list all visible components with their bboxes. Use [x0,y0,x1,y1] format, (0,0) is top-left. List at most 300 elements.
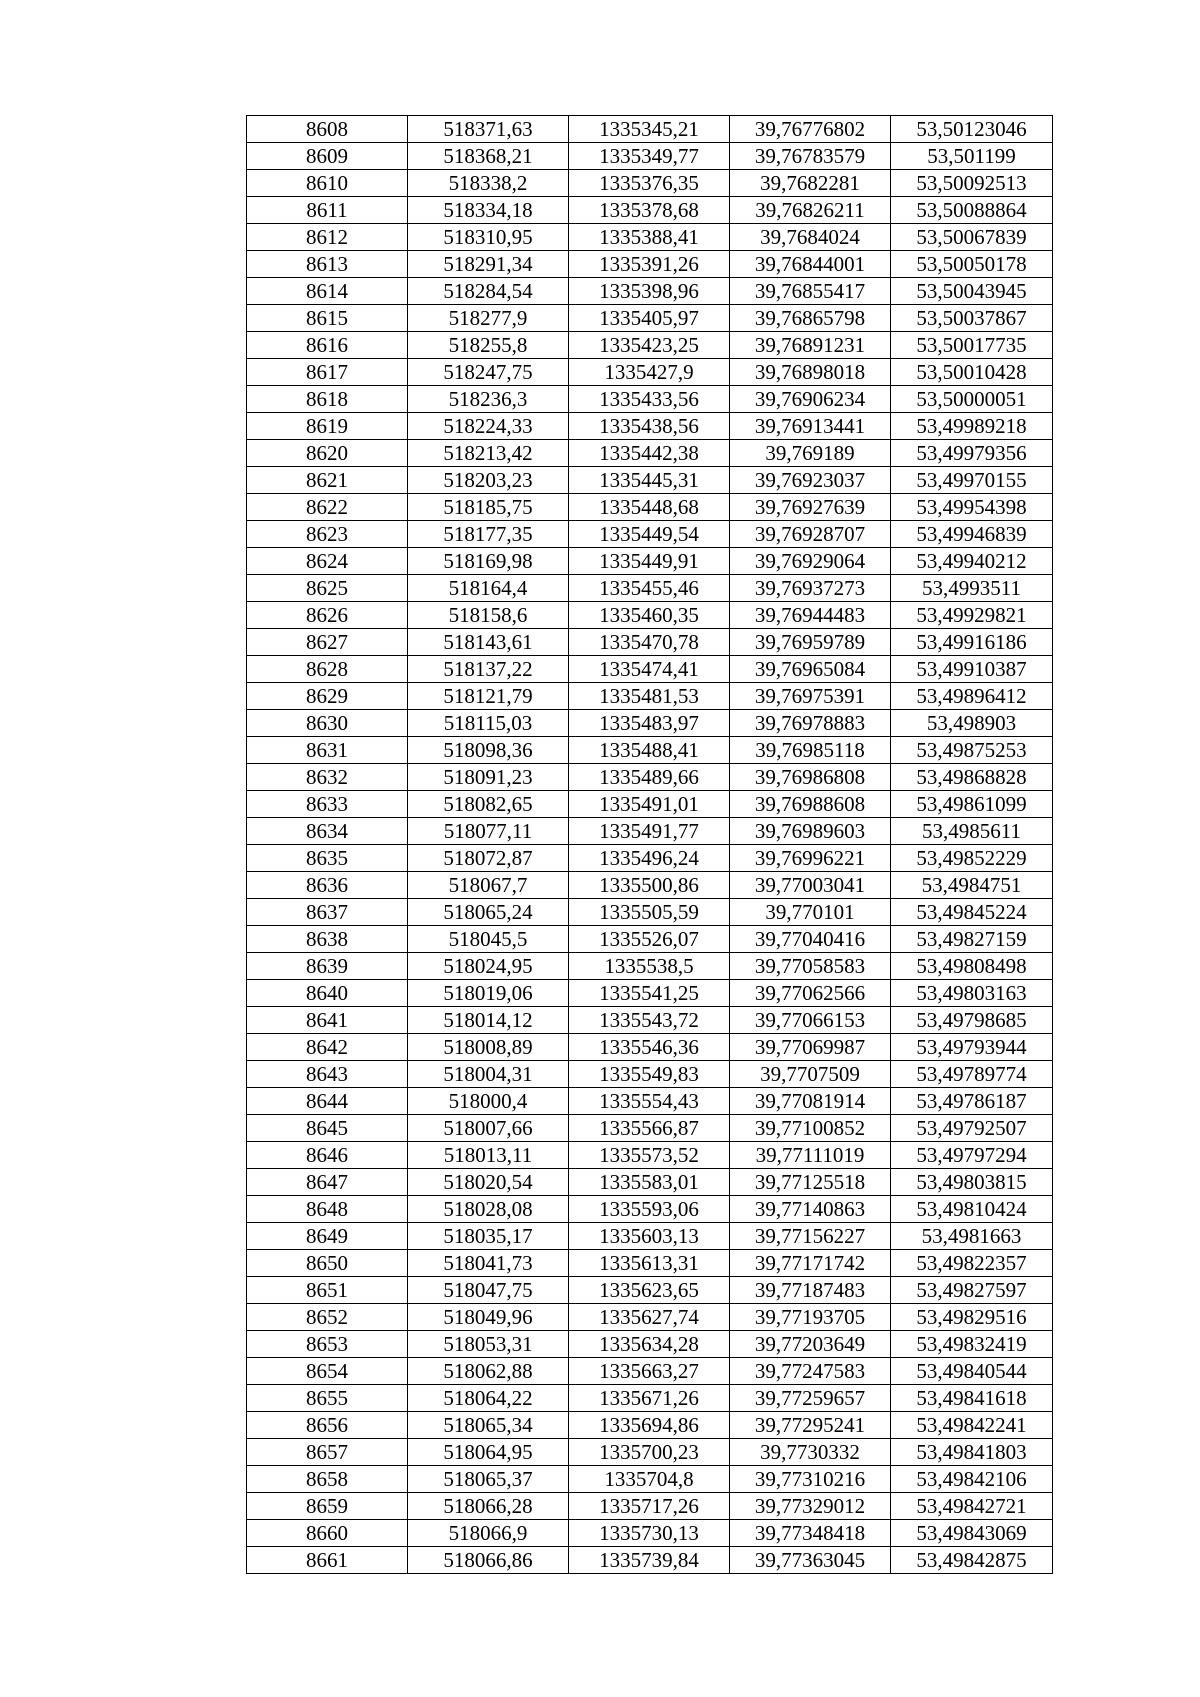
y-coordinate-cell: 1335717,26 [569,1493,730,1520]
x-coordinate-cell: 518310,95 [408,224,569,251]
point-number-cell: 8644 [247,1088,408,1115]
longitude-cell: 39,76959789 [730,629,891,656]
latitude-cell: 53,49916186 [891,629,1053,656]
longitude-cell: 39,77003041 [730,872,891,899]
table-row [247,1358,1053,1385]
y-coordinate-cell: 1335433,56 [569,386,730,413]
y-coordinate-cell: 1335449,91 [569,548,730,575]
table-row [247,980,1053,1007]
point-number-cell: 8628 [247,656,408,683]
point-number-cell: 8658 [247,1466,408,1493]
longitude-cell: 39,76996221 [730,845,891,872]
point-number-cell: 8660 [247,1520,408,1547]
latitude-cell: 53,49910387 [891,656,1053,683]
point-number-cell: 8645 [247,1115,408,1142]
point-number-cell: 8621 [247,467,408,494]
x-coordinate-cell: 518338,2 [408,170,569,197]
x-coordinate-cell: 518277,9 [408,305,569,332]
x-coordinate-cell: 518064,22 [408,1385,569,1412]
y-coordinate-cell: 1335739,84 [569,1547,730,1574]
table-row [247,1547,1053,1574]
point-number-cell: 8639 [247,953,408,980]
y-coordinate-cell: 1335455,46 [569,575,730,602]
x-coordinate-cell: 518062,88 [408,1358,569,1385]
table-row [247,224,1053,251]
x-coordinate-cell: 518064,95 [408,1439,569,1466]
table-row [247,1142,1053,1169]
point-number-cell: 8642 [247,1034,408,1061]
longitude-cell: 39,77100852 [730,1115,891,1142]
longitude-cell: 39,76891231 [730,332,891,359]
y-coordinate-cell: 1335549,83 [569,1061,730,1088]
y-coordinate-cell: 1335613,31 [569,1250,730,1277]
table-row [247,845,1053,872]
point-number-cell: 8618 [247,386,408,413]
x-coordinate-cell: 518158,6 [408,602,569,629]
y-coordinate-cell: 1335623,65 [569,1277,730,1304]
longitude-cell: 39,76986808 [730,764,891,791]
point-number-cell: 8623 [247,521,408,548]
y-coordinate-cell: 1335445,31 [569,467,730,494]
latitude-cell: 53,49786187 [891,1088,1053,1115]
latitude-cell: 53,49793944 [891,1034,1053,1061]
y-coordinate-cell: 1335388,41 [569,224,730,251]
table-row [247,332,1053,359]
point-number-cell: 8609 [247,143,408,170]
x-coordinate-cell: 518049,96 [408,1304,569,1331]
x-coordinate-cell: 518007,66 [408,1115,569,1142]
table-row [247,656,1053,683]
point-number-cell: 8651 [247,1277,408,1304]
table-row [247,575,1053,602]
x-coordinate-cell: 518115,03 [408,710,569,737]
longitude-cell: 39,76923037 [730,467,891,494]
latitude-cell: 53,50037867 [891,305,1053,332]
point-number-cell: 8638 [247,926,408,953]
x-coordinate-cell: 518185,75 [408,494,569,521]
table-row [247,548,1053,575]
y-coordinate-cell: 1335491,77 [569,818,730,845]
x-coordinate-cell: 518291,34 [408,251,569,278]
longitude-cell: 39,7684024 [730,224,891,251]
latitude-cell: 53,49852229 [891,845,1053,872]
table-row [247,1439,1053,1466]
x-coordinate-cell: 518045,5 [408,926,569,953]
longitude-cell: 39,76776802 [730,116,891,143]
table-row [247,710,1053,737]
latitude-cell: 53,49842875 [891,1547,1053,1574]
x-coordinate-cell: 518024,95 [408,953,569,980]
table-row [247,170,1053,197]
x-coordinate-cell: 518066,9 [408,1520,569,1547]
latitude-cell: 53,49970155 [891,467,1053,494]
table-row [247,116,1053,143]
latitude-cell: 53,49843069 [891,1520,1053,1547]
longitude-cell: 39,76826211 [730,197,891,224]
longitude-cell: 39,76898018 [730,359,891,386]
y-coordinate-cell: 1335541,25 [569,980,730,1007]
point-number-cell: 8619 [247,413,408,440]
point-number-cell: 8610 [247,170,408,197]
table-row [247,494,1053,521]
table-row [247,683,1053,710]
point-number-cell: 8625 [247,575,408,602]
latitude-cell: 53,49842241 [891,1412,1053,1439]
table-row [247,1277,1053,1304]
longitude-cell: 39,76928707 [730,521,891,548]
x-coordinate-cell: 518371,63 [408,116,569,143]
x-coordinate-cell: 518169,98 [408,548,569,575]
latitude-cell: 53,49896412 [891,683,1053,710]
point-number-cell: 8654 [247,1358,408,1385]
y-coordinate-cell: 1335481,53 [569,683,730,710]
coordinates-table [246,115,1053,1574]
table-row [247,197,1053,224]
longitude-cell: 39,769189 [730,440,891,467]
point-number-cell: 8612 [247,224,408,251]
longitude-cell: 39,77310216 [730,1466,891,1493]
point-number-cell: 8622 [247,494,408,521]
latitude-cell: 53,49841618 [891,1385,1053,1412]
point-number-cell: 8613 [247,251,408,278]
y-coordinate-cell: 1335438,56 [569,413,730,440]
longitude-cell: 39,77156227 [730,1223,891,1250]
table-row [247,818,1053,845]
longitude-cell: 39,77247583 [730,1358,891,1385]
longitude-cell: 39,76844001 [730,251,891,278]
y-coordinate-cell: 1335496,24 [569,845,730,872]
y-coordinate-cell: 1335573,52 [569,1142,730,1169]
longitude-cell: 39,77259657 [730,1385,891,1412]
point-number-cell: 8626 [247,602,408,629]
table-row [247,440,1053,467]
y-coordinate-cell: 1335634,28 [569,1331,730,1358]
latitude-cell: 53,50067839 [891,224,1053,251]
y-coordinate-cell: 1335663,27 [569,1358,730,1385]
longitude-cell: 39,77062566 [730,980,891,1007]
x-coordinate-cell: 518065,24 [408,899,569,926]
y-coordinate-cell: 1335489,66 [569,764,730,791]
longitude-cell: 39,76965084 [730,656,891,683]
longitude-cell: 39,76929064 [730,548,891,575]
table-row [247,926,1053,953]
table-row [247,764,1053,791]
x-coordinate-cell: 518082,65 [408,791,569,818]
latitude-cell: 53,50017735 [891,332,1053,359]
point-number-cell: 8653 [247,1331,408,1358]
table-row [247,1196,1053,1223]
table-row [247,305,1053,332]
table-row [247,737,1053,764]
latitude-cell: 53,49803815 [891,1169,1053,1196]
x-coordinate-cell: 518028,08 [408,1196,569,1223]
x-coordinate-cell: 518143,61 [408,629,569,656]
longitude-cell: 39,77193705 [730,1304,891,1331]
y-coordinate-cell: 1335627,74 [569,1304,730,1331]
y-coordinate-cell: 1335405,97 [569,305,730,332]
x-coordinate-cell: 518284,54 [408,278,569,305]
x-coordinate-cell: 518224,33 [408,413,569,440]
x-coordinate-cell: 518121,79 [408,683,569,710]
y-coordinate-cell: 1335345,21 [569,116,730,143]
y-coordinate-cell: 1335448,68 [569,494,730,521]
y-coordinate-cell: 1335700,23 [569,1439,730,1466]
y-coordinate-cell: 1335704,8 [569,1466,730,1493]
point-number-cell: 8637 [247,899,408,926]
table-row [247,1250,1053,1277]
point-number-cell: 8629 [247,683,408,710]
longitude-cell: 39,76975391 [730,683,891,710]
y-coordinate-cell: 1335449,54 [569,521,730,548]
x-coordinate-cell: 518098,36 [408,737,569,764]
longitude-cell: 39,77058583 [730,953,891,980]
longitude-cell: 39,76937273 [730,575,891,602]
y-coordinate-cell: 1335427,9 [569,359,730,386]
latitude-cell: 53,4981663 [891,1223,1053,1250]
x-coordinate-cell: 518177,35 [408,521,569,548]
x-coordinate-cell: 518091,23 [408,764,569,791]
longitude-cell: 39,7730332 [730,1439,891,1466]
longitude-cell: 39,77040416 [730,926,891,953]
longitude-cell: 39,7707509 [730,1061,891,1088]
longitude-cell: 39,76783579 [730,143,891,170]
table-row [247,1169,1053,1196]
point-number-cell: 8655 [247,1385,408,1412]
x-coordinate-cell: 518368,21 [408,143,569,170]
table-row [247,1520,1053,1547]
latitude-cell: 53,49946839 [891,521,1053,548]
latitude-cell: 53,49832419 [891,1331,1053,1358]
y-coordinate-cell: 1335500,86 [569,872,730,899]
point-number-cell: 8635 [247,845,408,872]
y-coordinate-cell: 1335423,25 [569,332,730,359]
table-row [247,143,1053,170]
x-coordinate-cell: 518236,3 [408,386,569,413]
y-coordinate-cell: 1335546,36 [569,1034,730,1061]
x-coordinate-cell: 518066,28 [408,1493,569,1520]
point-number-cell: 8631 [247,737,408,764]
point-number-cell: 8640 [247,980,408,1007]
latitude-cell: 53,49940212 [891,548,1053,575]
table-row [247,467,1053,494]
y-coordinate-cell: 1335398,96 [569,278,730,305]
longitude-cell: 39,77111019 [730,1142,891,1169]
latitude-cell: 53,49841803 [891,1439,1053,1466]
point-number-cell: 8633 [247,791,408,818]
latitude-cell: 53,50123046 [891,116,1053,143]
x-coordinate-cell: 518004,31 [408,1061,569,1088]
point-number-cell: 8649 [247,1223,408,1250]
x-coordinate-cell: 518013,11 [408,1142,569,1169]
latitude-cell: 53,49929821 [891,602,1053,629]
latitude-cell: 53,49808498 [891,953,1053,980]
longitude-cell: 39,76927639 [730,494,891,521]
coordinates-table-body [247,116,1053,1574]
latitude-cell: 53,49822357 [891,1250,1053,1277]
y-coordinate-cell: 1335378,68 [569,197,730,224]
point-number-cell: 8627 [247,629,408,656]
y-coordinate-cell: 1335491,01 [569,791,730,818]
longitude-cell: 39,77187483 [730,1277,891,1304]
table-row [247,1412,1053,1439]
latitude-cell: 53,49810424 [891,1196,1053,1223]
x-coordinate-cell: 518334,18 [408,197,569,224]
table-row [247,1088,1053,1115]
table-row [247,791,1053,818]
point-number-cell: 8636 [247,872,408,899]
table-row [247,251,1053,278]
longitude-cell: 39,77329012 [730,1493,891,1520]
longitude-cell: 39,76906234 [730,386,891,413]
y-coordinate-cell: 1335470,78 [569,629,730,656]
latitude-cell: 53,50043945 [891,278,1053,305]
y-coordinate-cell: 1335460,35 [569,602,730,629]
latitude-cell: 53,49989218 [891,413,1053,440]
y-coordinate-cell: 1335566,87 [569,1115,730,1142]
latitude-cell: 53,4985611 [891,818,1053,845]
latitude-cell: 53,49861099 [891,791,1053,818]
table-row [247,278,1053,305]
latitude-cell: 53,49954398 [891,494,1053,521]
longitude-cell: 39,77069987 [730,1034,891,1061]
table-row [247,413,1053,440]
y-coordinate-cell: 1335391,26 [569,251,730,278]
x-coordinate-cell: 518066,86 [408,1547,569,1574]
latitude-cell: 53,49789774 [891,1061,1053,1088]
latitude-cell: 53,49875253 [891,737,1053,764]
latitude-cell: 53,49827159 [891,926,1053,953]
table-row [247,629,1053,656]
x-coordinate-cell: 518164,4 [408,575,569,602]
latitude-cell: 53,4993511 [891,575,1053,602]
x-coordinate-cell: 518247,75 [408,359,569,386]
latitude-cell: 53,50050178 [891,251,1053,278]
latitude-cell: 53,49868828 [891,764,1053,791]
longitude-cell: 39,77125518 [730,1169,891,1196]
table-row [247,1007,1053,1034]
x-coordinate-cell: 518137,22 [408,656,569,683]
point-number-cell: 8661 [247,1547,408,1574]
y-coordinate-cell: 1335488,41 [569,737,730,764]
table-row [247,386,1053,413]
latitude-cell: 53,49842721 [891,1493,1053,1520]
point-number-cell: 8615 [247,305,408,332]
latitude-cell: 53,49842106 [891,1466,1053,1493]
latitude-cell: 53,50000051 [891,386,1053,413]
table-row [247,1223,1053,1250]
longitude-cell: 39,77140863 [730,1196,891,1223]
longitude-cell: 39,7682281 [730,170,891,197]
table-row [247,1061,1053,1088]
point-number-cell: 8608 [247,116,408,143]
x-coordinate-cell: 518053,31 [408,1331,569,1358]
table-row [247,1331,1053,1358]
y-coordinate-cell: 1335483,97 [569,710,730,737]
table-row [247,521,1053,548]
point-number-cell: 8617 [247,359,408,386]
longitude-cell: 39,77203649 [730,1331,891,1358]
longitude-cell: 39,76855417 [730,278,891,305]
longitude-cell: 39,76988608 [730,791,891,818]
longitude-cell: 39,77081914 [730,1088,891,1115]
latitude-cell: 53,50010428 [891,359,1053,386]
table-row [247,359,1053,386]
latitude-cell: 53,4984751 [891,872,1053,899]
x-coordinate-cell: 518065,37 [408,1466,569,1493]
point-number-cell: 8632 [247,764,408,791]
x-coordinate-cell: 518072,87 [408,845,569,872]
point-number-cell: 8616 [247,332,408,359]
latitude-cell: 53,50092513 [891,170,1053,197]
point-number-cell: 8630 [247,710,408,737]
y-coordinate-cell: 1335538,5 [569,953,730,980]
longitude-cell: 39,77066153 [730,1007,891,1034]
longitude-cell: 39,76865798 [730,305,891,332]
x-coordinate-cell: 518008,89 [408,1034,569,1061]
longitude-cell: 39,76989603 [730,818,891,845]
y-coordinate-cell: 1335442,38 [569,440,730,467]
point-number-cell: 8652 [247,1304,408,1331]
x-coordinate-cell: 518203,23 [408,467,569,494]
table-row [247,1493,1053,1520]
point-number-cell: 8646 [247,1142,408,1169]
x-coordinate-cell: 518035,17 [408,1223,569,1250]
point-number-cell: 8643 [247,1061,408,1088]
point-number-cell: 8611 [247,197,408,224]
table-row [247,953,1053,980]
x-coordinate-cell: 518077,11 [408,818,569,845]
x-coordinate-cell: 518020,54 [408,1169,569,1196]
point-number-cell: 8659 [247,1493,408,1520]
point-number-cell: 8657 [247,1439,408,1466]
longitude-cell: 39,77348418 [730,1520,891,1547]
point-number-cell: 8634 [247,818,408,845]
table-row [247,872,1053,899]
longitude-cell: 39,77363045 [730,1547,891,1574]
y-coordinate-cell: 1335583,01 [569,1169,730,1196]
table-row [247,1115,1053,1142]
longitude-cell: 39,76985118 [730,737,891,764]
latitude-cell: 53,49840544 [891,1358,1053,1385]
longitude-cell: 39,770101 [730,899,891,926]
longitude-cell: 39,76913441 [730,413,891,440]
x-coordinate-cell: 518041,73 [408,1250,569,1277]
latitude-cell: 53,49792507 [891,1115,1053,1142]
x-coordinate-cell: 518067,7 [408,872,569,899]
point-number-cell: 8641 [247,1007,408,1034]
latitude-cell: 53,49979356 [891,440,1053,467]
y-coordinate-cell: 1335730,13 [569,1520,730,1547]
y-coordinate-cell: 1335474,41 [569,656,730,683]
point-number-cell: 8648 [247,1196,408,1223]
y-coordinate-cell: 1335671,26 [569,1385,730,1412]
y-coordinate-cell: 1335376,35 [569,170,730,197]
table-row [247,1034,1053,1061]
table-row [247,1304,1053,1331]
x-coordinate-cell: 518213,42 [408,440,569,467]
y-coordinate-cell: 1335603,13 [569,1223,730,1250]
point-number-cell: 8650 [247,1250,408,1277]
latitude-cell: 53,49803163 [891,980,1053,1007]
x-coordinate-cell: 518000,4 [408,1088,569,1115]
point-number-cell: 8647 [247,1169,408,1196]
point-number-cell: 8614 [247,278,408,305]
latitude-cell: 53,49845224 [891,899,1053,926]
x-coordinate-cell: 518065,34 [408,1412,569,1439]
y-coordinate-cell: 1335593,06 [569,1196,730,1223]
latitude-cell: 53,50088864 [891,197,1053,224]
longitude-cell: 39,77295241 [730,1412,891,1439]
